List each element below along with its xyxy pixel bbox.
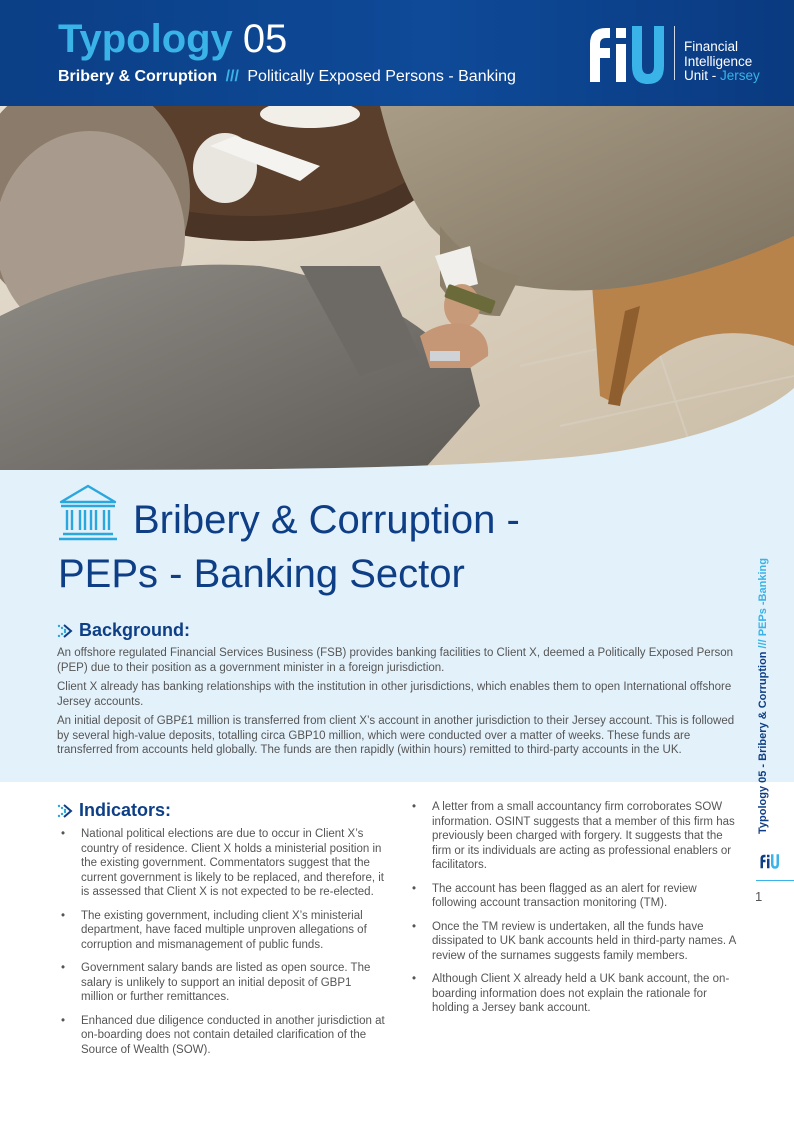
logo-wordmark <box>684 40 760 84</box>
side-divider <box>756 880 794 881</box>
bank-building-icon <box>57 482 119 544</box>
logo-line-2: Intelligence <box>684 53 753 69</box>
typology-title <box>58 16 287 62</box>
indicators-heading-text: Indicators: <box>79 800 172 820</box>
logo-line-3 <box>684 69 760 84</box>
side-label-sub: PEPs -Banking <box>757 558 769 637</box>
background-paragraph: An initial deposit of GBP£1 million is transferred from client X’s account in another jurisdiction to their Jersey account. This is followed by several high-value deposits, totalling circa GBP10 million, which were conducted over a matter of weeks. These funds are transferred from accounts held globally. The funds are then rapidly (within hours) remitted to third-party accounts in the UK. <box>57 715 735 756</box>
background-heading <box>57 620 190 641</box>
indicator-item: • A letter from a small accountancy firm corroborates SOW information. OSINT suggests that a member of this firm has previously been charged with forgery. It suggests that the firm or its individuals are acting as professional enablers or facilitators. <box>408 800 740 873</box>
fiu-logo-icon <box>572 22 668 84</box>
arrow-bullet-icon <box>57 803 73 819</box>
subcategory-label: Politically Exposed Persons - Banking <box>247 68 516 85</box>
page-number: 1 <box>755 889 763 904</box>
indicator-item: • National political elections are due to occur in Client X’s country of residence. Client X holds a ministerial position in the existing government. Commentators suggest that the current government is likely to be replaced, and therefore, it is assessed that Client X is not expected to be re-elected. <box>57 827 387 900</box>
indicators-left-column <box>57 827 387 1066</box>
typology-subtitle <box>58 68 516 86</box>
background-heading-text: Background: <box>79 620 191 640</box>
logo-line-1: Financial <box>684 39 739 54</box>
indicators-heading <box>57 800 171 821</box>
indicator-item: • Once the TM review is undertaken, all the funds have dissipated to UK bank accounts held in third-party names. A review of the surnames suggests family members. <box>408 920 740 964</box>
side-label-separator: /// <box>757 639 769 649</box>
indicator-item: • Although Client X already held a UK bank account, the on-boarding information does not explain the rationale for holding a Jersey bank account. <box>408 972 740 1016</box>
category-label: Bribery & Corruption <box>58 68 218 85</box>
side-label-main: Typology 05 - Bribery & Corruption <box>757 651 769 834</box>
logo-jersey: Jersey <box>720 68 760 83</box>
subtitle-separator: /// <box>225 68 239 85</box>
fiu-logo <box>572 22 772 84</box>
indicators-right-column <box>408 800 740 1025</box>
indicator-item: • Government salary bands are listed as open source. The salary is unlikely to support an initial deposit of GBP1 million or further remittances. <box>57 961 387 1005</box>
band-wave <box>0 388 794 480</box>
indicator-item: • The account has been flagged as an alert for review following account transaction monitoring (TM). <box>408 882 740 911</box>
arrow-bullet-icon <box>57 623 73 639</box>
background-paragraph: An offshore regulated Financial Services Business (FSB) provides banking facilities to Client X, deemed a Politically Exposed Person (PEP) due to their position as a government minister in a foreign jurisdiction. <box>57 647 734 674</box>
page-title-line-1: Bribery & Corruption - <box>133 498 520 542</box>
logo-unit: Unit - <box>684 68 721 83</box>
page-title-line-2: PEPs - Banking Sector <box>58 552 465 596</box>
background-text <box>57 646 737 763</box>
typology-word: Typology <box>58 17 233 61</box>
background-paragraph: Client X already has banking relationships with the institution in other jurisdictions, which enables them to open International offshore Jersey accounts. <box>57 681 732 708</box>
indicator-item: • Enhanced due diligence conducted in another jurisdiction at on-boarding does not contain detailed clarification of the Source of Wealth (SOW). <box>57 1014 387 1058</box>
typology-number: 05 <box>242 17 288 61</box>
side-running-label <box>757 558 769 834</box>
header-banner <box>0 0 794 106</box>
fiu-small-logo-icon <box>756 852 780 870</box>
logo-divider <box>674 26 675 80</box>
indicator-item: • The existing government, including client X’s ministerial department, have faced multiple unproven allegations of corruption and mismanagement of public funds. <box>57 909 387 953</box>
